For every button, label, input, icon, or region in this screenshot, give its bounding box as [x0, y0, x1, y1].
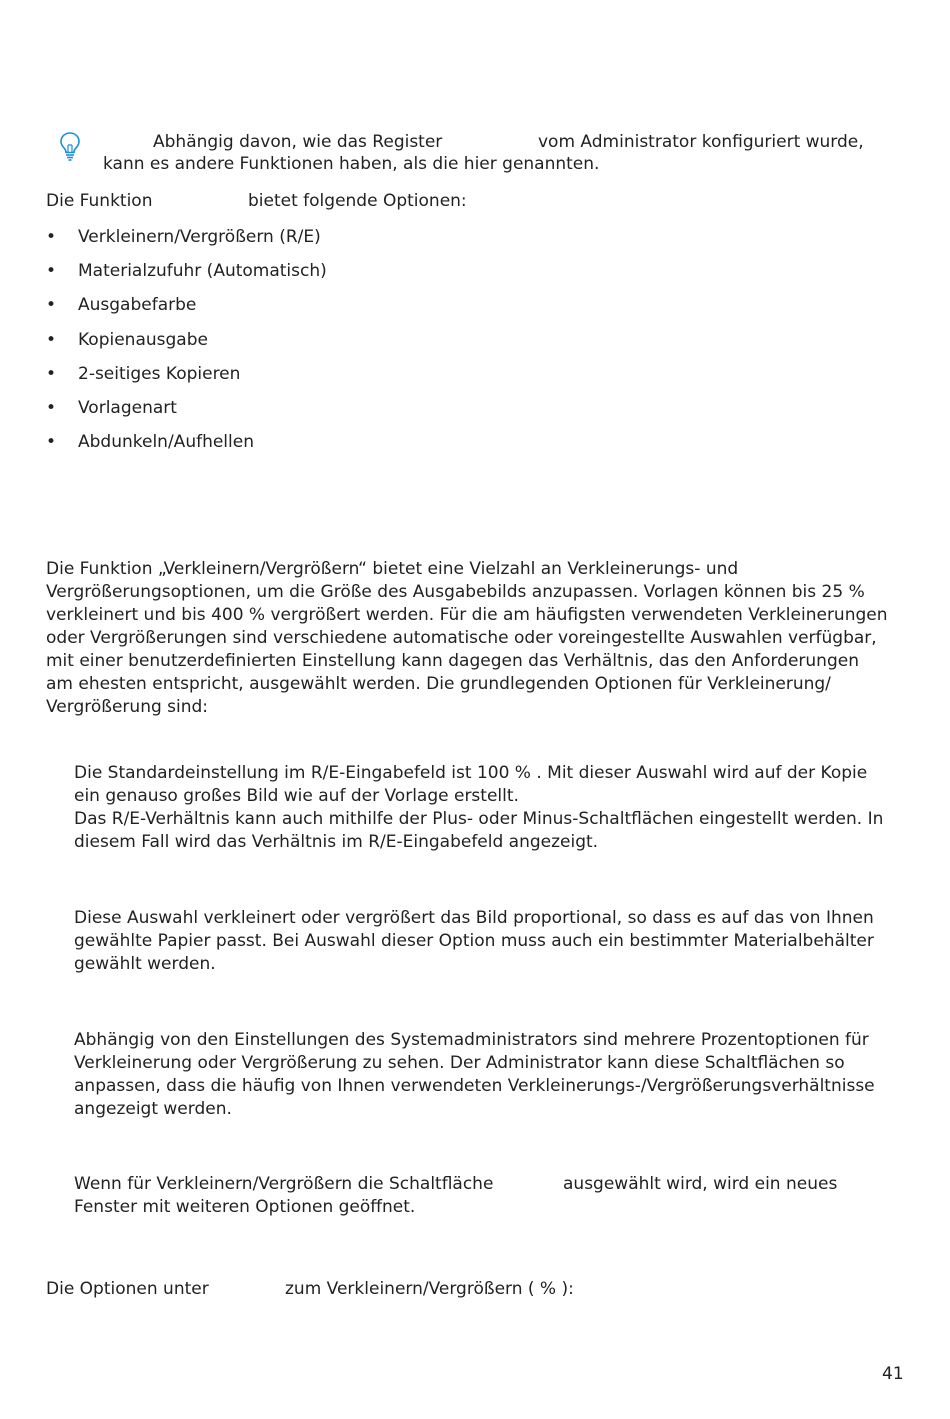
paragraph-line: Abhängig von den Einstellungen des Systemadministrators sind mehrere Prozentoptionen für [74, 1030, 869, 1050]
page-number: 41 [882, 1364, 904, 1384]
paragraph-line: ein genauso großes Bild wie auf der Vorlage erstellt. [74, 786, 519, 806]
list-item: Ausgabefarbe [78, 295, 197, 315]
intro-text-end: bietet folgende Optionen: [248, 191, 467, 211]
paragraph-line: verkleinert und bis 400 % vergrößert werden. Für die am häufigsten verwendeten Verkleinerungen [46, 605, 888, 625]
closing-text-end: zum Verkleinern/Vergrößern ( % ): [285, 1279, 574, 1299]
paragraph-line: Die Funktion „Verkleinern/Vergrößern“ bietet eine Vielzahl an Verkleinerungs- und [46, 559, 739, 579]
list-item: Materialzufuhr (Automatisch) [78, 261, 327, 281]
list-item: Kopienausgabe [78, 330, 208, 350]
paragraph-line: angezeigt werden. [74, 1099, 232, 1119]
paragraph-line: Vergrößerung sind: [46, 697, 209, 717]
paragraph-line: Verkleinerung oder Vergrößerung zu sehen. Der Administrator kann diese Schaltflächen so [74, 1053, 845, 1073]
paragraph-line: mit einer benutzerdefinierten Einstellung kann dagegen das Verhältnis, das den Anforderungen [46, 651, 859, 671]
paragraph-line: diesem Fall wird das Verhältnis im R/E-Eingabefeld angezeigt. [74, 832, 599, 852]
paragraph-line: am ehesten entspricht, ausgewählt werden. Die grundlegenden Optionen für Verkleinerung/ [46, 674, 831, 694]
tip-text-line2: kann es andere Funktionen haben, als die hier genannten. [103, 154, 600, 174]
bullet: • [46, 261, 57, 281]
paragraph-line: anpassen, dass die häufig von Ihnen verwendeten Verkleinerungs-/Vergrößerungsverhältnisse [74, 1076, 875, 1096]
paragraph-line: Diese Auswahl verkleinert oder vergrößert das Bild proportional, so dass es auf das von Ihnen [74, 908, 874, 928]
paragraph-line: Fenster mit weiteren Optionen geöffnet. [74, 1197, 416, 1217]
paragraph-line: Vergrößerungsoptionen, um die Größe des Ausgabebilds anzupassen. Vorlagen können bis 25 % [46, 582, 865, 602]
list-item: Abdunkeln/Aufhellen [78, 432, 254, 452]
list-item: 2-seitiges Kopieren [78, 364, 241, 384]
paragraph-line-start: Wenn für Verkleinern/Vergrößern die Schaltfläche [74, 1174, 494, 1194]
bullet: • [46, 364, 57, 384]
list-item: Vorlagenart [78, 398, 177, 418]
paragraph-line: Das R/E-Verhältnis kann auch mithilfe der Plus- oder Minus-Schaltflächen eingestellt werden. In [74, 809, 884, 829]
bullet: • [46, 330, 57, 350]
tip-text-end: vom Administrator konfiguriert wurde, [538, 132, 864, 152]
paragraph-line: gewählte Papier passt. Bei Auswahl dieser Option muss auch ein bestimmter Materialbehälter [74, 931, 874, 951]
paragraph-line-end: ausgewählt wird, wird ein neues [563, 1174, 838, 1194]
bullet: • [46, 398, 57, 418]
intro-text-start: Die Funktion [46, 191, 153, 211]
paragraph-line: oder Vergrößerungen sind verschiedene automatische oder voreingestellte Auswahlen verfügbar, [46, 628, 877, 648]
bullet: • [46, 295, 57, 315]
tip-text-start: Abhängig davon, wie das Register [153, 132, 443, 152]
paragraph-line: gewählt werden. [74, 954, 216, 974]
bullet: • [46, 227, 57, 247]
lightbulb-icon [59, 131, 81, 161]
bullet: • [46, 432, 57, 452]
closing-text-start: Die Optionen unter [46, 1279, 209, 1299]
paragraph-line: Die Standardeinstellung im R/E-Eingabefeld ist 100 % . Mit dieser Auswahl wird auf der Kopie [74, 763, 868, 783]
list-item: Verkleinern/Vergrößern (R/E) [78, 227, 321, 247]
